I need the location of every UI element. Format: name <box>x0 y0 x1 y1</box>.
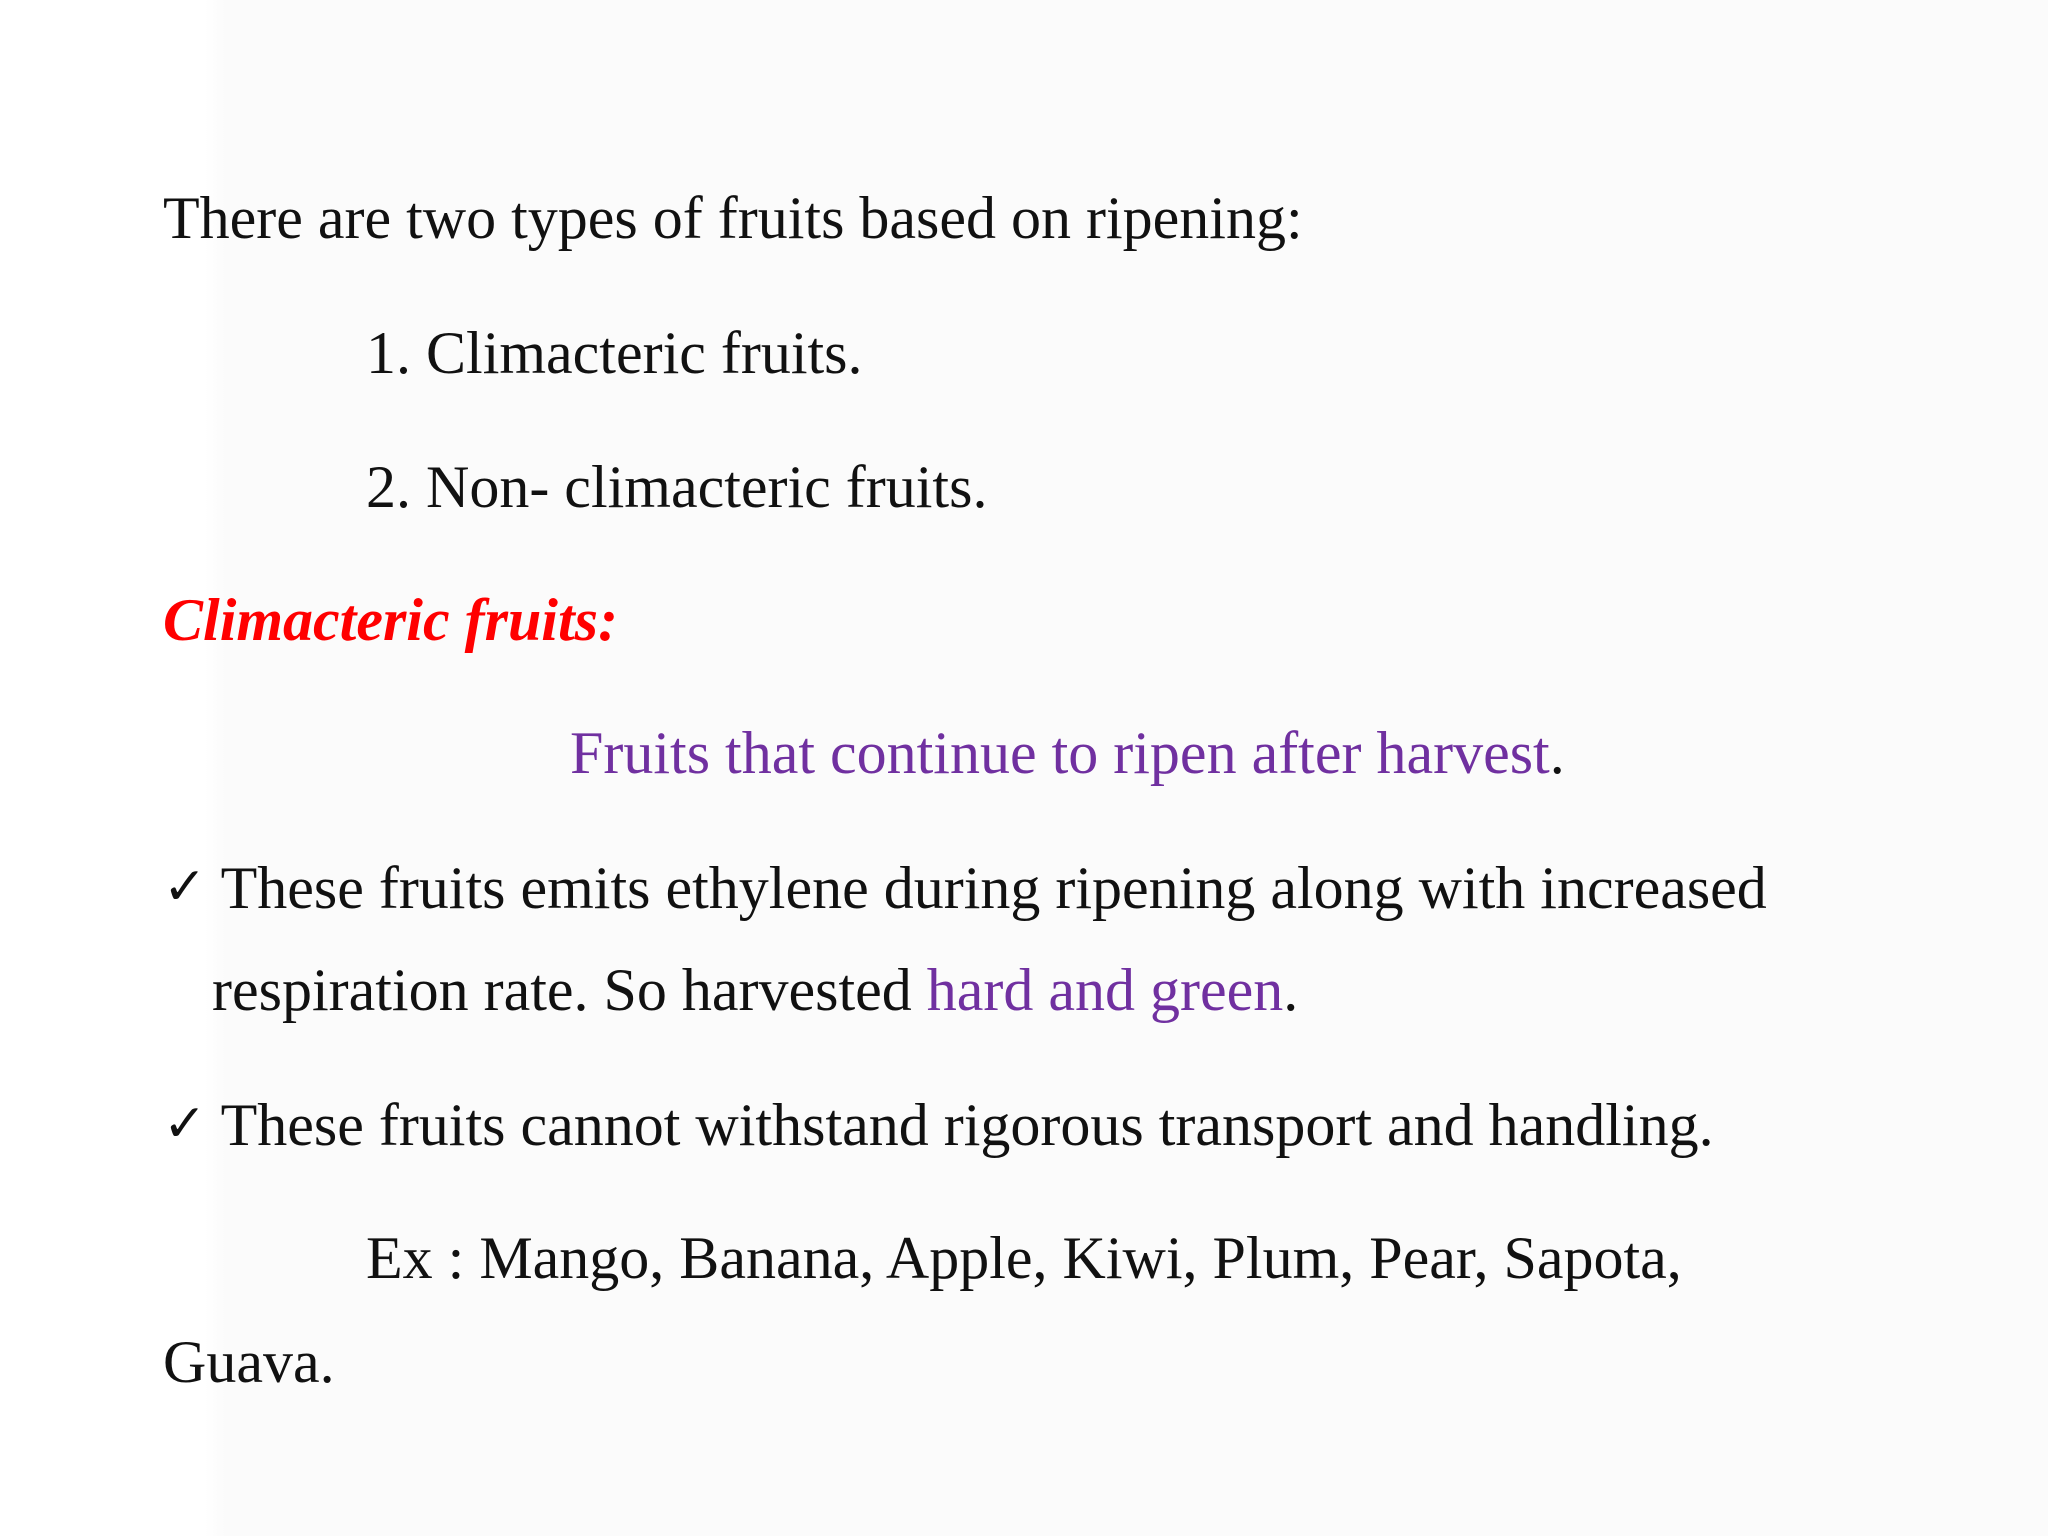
bullet-1-highlight: hard and green <box>926 957 1284 1023</box>
examples-line-1: Ex : Mango, Banana, Apple, Kiwi, Plum, Pear, Sapota, <box>366 1225 1682 1291</box>
bullet-1-line-2-prefix: respiration rate. So harvested <box>212 957 927 1023</box>
definition-period: . <box>1549 720 1565 786</box>
type-item-climacteric: 1. Climacteric fruits. <box>366 320 863 386</box>
bullet-2-text: These fruits cannot withstand rigorous transport and handling. <box>220 1092 1714 1158</box>
check-icon: ✓ <box>163 857 207 917</box>
bullet-1-line-2 <box>212 957 1299 1023</box>
bullet-1-line-2-suffix: . <box>1283 957 1299 1023</box>
bullet-2 <box>163 1092 1714 1158</box>
examples-line-2: Guava. <box>163 1329 335 1395</box>
definition-line <box>570 720 1565 786</box>
type-item-non-climacteric: 2. Non- climacteric fruits. <box>366 454 988 520</box>
intro-text: There are two types of fruits based on ripening: <box>163 185 1303 251</box>
bullet-1-text: These fruits emits ethylene during ripening along with increased <box>220 855 1767 921</box>
bullet-1-line-1 <box>163 855 1767 921</box>
section-heading: Climacteric fruits: <box>163 587 618 653</box>
definition-text: Fruits that continue to ripen after harvest <box>570 720 1550 786</box>
check-icon: ✓ <box>163 1094 207 1154</box>
